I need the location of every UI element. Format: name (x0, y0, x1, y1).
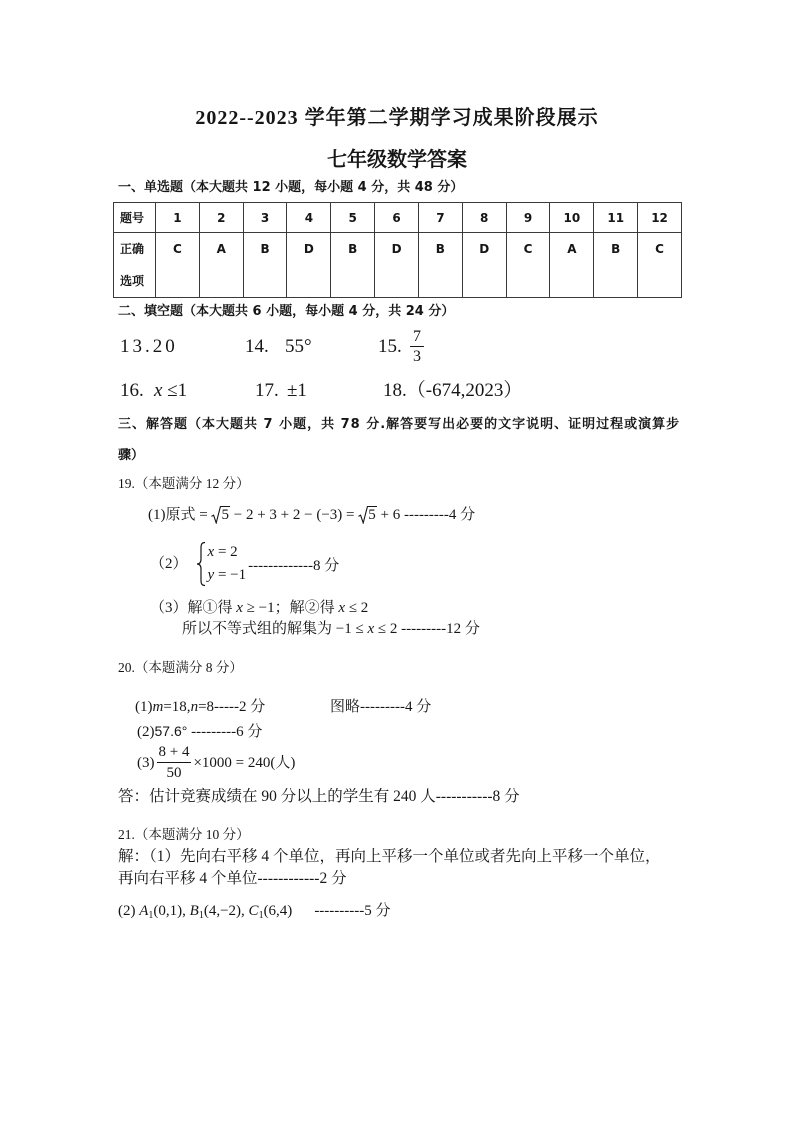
answer-cell: D (462, 233, 506, 298)
answer-header-line1: 正确 (120, 242, 145, 256)
q21-line2: 再向右平移 4 个单位------------2 分 (118, 870, 347, 887)
point-a-subscript: 1 (148, 910, 154, 921)
q19-part3-var-b: x (338, 600, 346, 616)
q20-part2-score: ---------6 分 (187, 724, 263, 740)
q19-part3-text-a: 解①得 (187, 600, 237, 616)
question-number: 11 (594, 203, 638, 233)
q19-header: 19.（本题满分 12 分） (118, 476, 250, 491)
q21-part2-score: ----------5 分 (314, 903, 391, 919)
q15-denominator: 3 (413, 348, 421, 365)
q20-part3-label: (3) (137, 754, 155, 771)
q20-part1-score: -----2 分 (214, 699, 266, 715)
q20-var-n: n (190, 699, 199, 715)
q20-var-m: m (152, 699, 164, 715)
q15-fraction (410, 327, 424, 366)
q19-part1-equals: = (195, 507, 212, 523)
answer-cell: C (156, 233, 200, 298)
q19-part3-var-a: x (236, 600, 243, 616)
question-number: 3 (243, 203, 287, 233)
point-b (190, 903, 249, 919)
q20-fraction (157, 742, 192, 783)
point-a-coords: (0,1), (153, 903, 190, 919)
q19-part3-text-b: ≥ −1；解②得 (242, 600, 339, 616)
document-title: 2022--2023 学年第二学期学习成果阶段展示 (195, 107, 599, 129)
q20-val-n: =8 (198, 699, 215, 715)
q21-header: 21.（本题满分 10 分） (118, 827, 250, 842)
answer-cell: A (199, 233, 243, 298)
q15-label: 15. (378, 336, 402, 357)
q19-part2 (150, 541, 339, 587)
multiple-choice-answer-table (113, 202, 682, 298)
question-number: 2 (199, 203, 243, 233)
left-brace-icon (196, 541, 206, 587)
section3-heading-line1: 三、解答题（本大题共 7 小题，共 78 分.解答要写出必要的文字说明、证明过程或演算步 (118, 417, 681, 432)
radical-sign-icon (358, 506, 368, 524)
question-number: 8 (462, 203, 506, 233)
answer-header-line2: 选项 (120, 274, 145, 288)
q14-answer: 55° (285, 336, 312, 357)
point-c-coords: (6,4) (263, 903, 293, 919)
equation-1 (208, 541, 247, 564)
q19-part3-line2 (182, 618, 480, 640)
q15-numerator: 7 (410, 327, 424, 347)
q19-part1-lhs: 原式 (165, 507, 196, 523)
question-number: 1 (156, 203, 200, 233)
q21-line1: 解：（1）先向右平移 4 个单位，再向上平移一个单位或者先向上平移一个单位， (118, 848, 661, 865)
point-a-name: A (139, 903, 149, 919)
question-number: 6 (375, 203, 419, 233)
q16-label: 16. (120, 380, 144, 401)
answer-cell: B (243, 233, 287, 298)
point-b-subscript: 1 (198, 910, 204, 921)
square-root-b (358, 506, 377, 524)
section2-heading: 二、填空题（本大题共 6 小题，每小题 4 分，共 24 分） (118, 304, 455, 319)
question-number: 4 (287, 203, 331, 233)
section1-heading: 一、单选题（本大题共 12 小题，每小题 4 分，共 48 分） (118, 180, 464, 195)
question-number: 5 (331, 203, 375, 233)
question-number: 12 (638, 203, 682, 233)
answer-cell: A (550, 233, 594, 298)
question-number-header: 题号 (114, 203, 156, 233)
q14-label: 14. (245, 336, 269, 357)
q19-solution-var: x (367, 621, 375, 637)
answer-cell: C (506, 233, 550, 298)
point-c-name: C (248, 903, 259, 919)
q13-answer: 13.20 (120, 336, 178, 357)
q20-part3-result: ×1000 = 240(人) (193, 754, 296, 771)
q19-part1-middle: − 2 + 3 + 2 − (−3) = (229, 507, 359, 523)
q18-answer: 18.（-674,2023） (383, 380, 523, 401)
q16-variable: x (154, 380, 163, 401)
q19-part1-score: ---------4 分 (403, 507, 476, 523)
q20-val-m: =18, (163, 699, 191, 715)
q19-part2-label: （2） (150, 556, 188, 572)
radical-sign-path (359, 507, 369, 523)
brace-path (197, 543, 205, 586)
q20-part2-value: 57.6° (154, 723, 188, 739)
answer-cell: B (331, 233, 375, 298)
q20-part3 (137, 742, 295, 783)
answer-header (114, 233, 156, 298)
q19-part3-score: ---------12 分 (401, 621, 480, 637)
answer-cell: B (418, 233, 462, 298)
radicand-a: 5 (221, 507, 229, 523)
section3-heading-line2: 骤） (118, 448, 145, 463)
q19-part1-tail: + 6 (376, 507, 404, 523)
equation-2-variable: y (207, 567, 215, 583)
q20-header: 20.（本题满分 8 分） (118, 660, 243, 675)
q17-answer: ±1 (287, 380, 307, 401)
q20-numerator: 8 + 4 (157, 742, 192, 763)
answer-cell: B (594, 233, 638, 298)
point-c (249, 903, 293, 919)
q17-label: 17. (255, 380, 279, 401)
q16-answer (154, 379, 187, 403)
q19-part2-score: -------------8 分 (248, 558, 340, 574)
q20-part2-label: (2) (137, 724, 155, 740)
q19-part3-label: （3） (150, 600, 188, 616)
q20-figure-note: 图略---------4 分 (330, 699, 432, 715)
point-b-coords: (4,−2), (203, 903, 249, 919)
q19-solution-bound: ≤ 2 (374, 621, 402, 637)
square-root-a (211, 506, 230, 524)
q21-part2-label: (2) (118, 903, 140, 919)
question-number-row (114, 203, 682, 233)
equation-1-variable: x (207, 544, 215, 560)
equation-system (208, 541, 247, 587)
radicand-b: 5 (368, 507, 376, 523)
answer-cell: D (375, 233, 419, 298)
point-b-name: B (189, 903, 199, 919)
point-c-subscript: 1 (258, 910, 264, 921)
answer-cell: D (287, 233, 331, 298)
question-number: 7 (418, 203, 462, 233)
radical-sign-path (212, 507, 222, 523)
q20-part2 (137, 720, 262, 743)
question-number: 9 (506, 203, 550, 233)
radical-sign-icon (211, 506, 221, 524)
q20-answer: 答：估计竞赛成绩在 90 分以上的学生有 240 人-----------8 分 (118, 788, 520, 805)
q19-part3-text-c: ≤ 2 (345, 600, 369, 616)
q19-part3-line1 (150, 597, 368, 619)
q20-part1-label: (1) (135, 699, 153, 715)
q20-denominator: 50 (166, 765, 182, 781)
equation-2-value: = −1 (214, 567, 247, 583)
answer-cell: C (638, 233, 682, 298)
equation-1-value: = 2 (214, 544, 238, 560)
q20-part1 (135, 696, 265, 718)
q16-inequality: ≤1 (162, 380, 188, 401)
question-number: 10 (550, 203, 594, 233)
q19-part1 (148, 504, 475, 526)
equation-2 (208, 564, 247, 587)
point-a (139, 903, 189, 919)
answer-row (114, 233, 682, 298)
q21-part2 (118, 900, 391, 922)
q19-solution-text: 所以不等式组的解集为 −1 ≤ (182, 621, 368, 637)
document-subtitle: 七年级数学答案 (327, 149, 467, 171)
q19-part1-label: (1) (148, 507, 166, 523)
